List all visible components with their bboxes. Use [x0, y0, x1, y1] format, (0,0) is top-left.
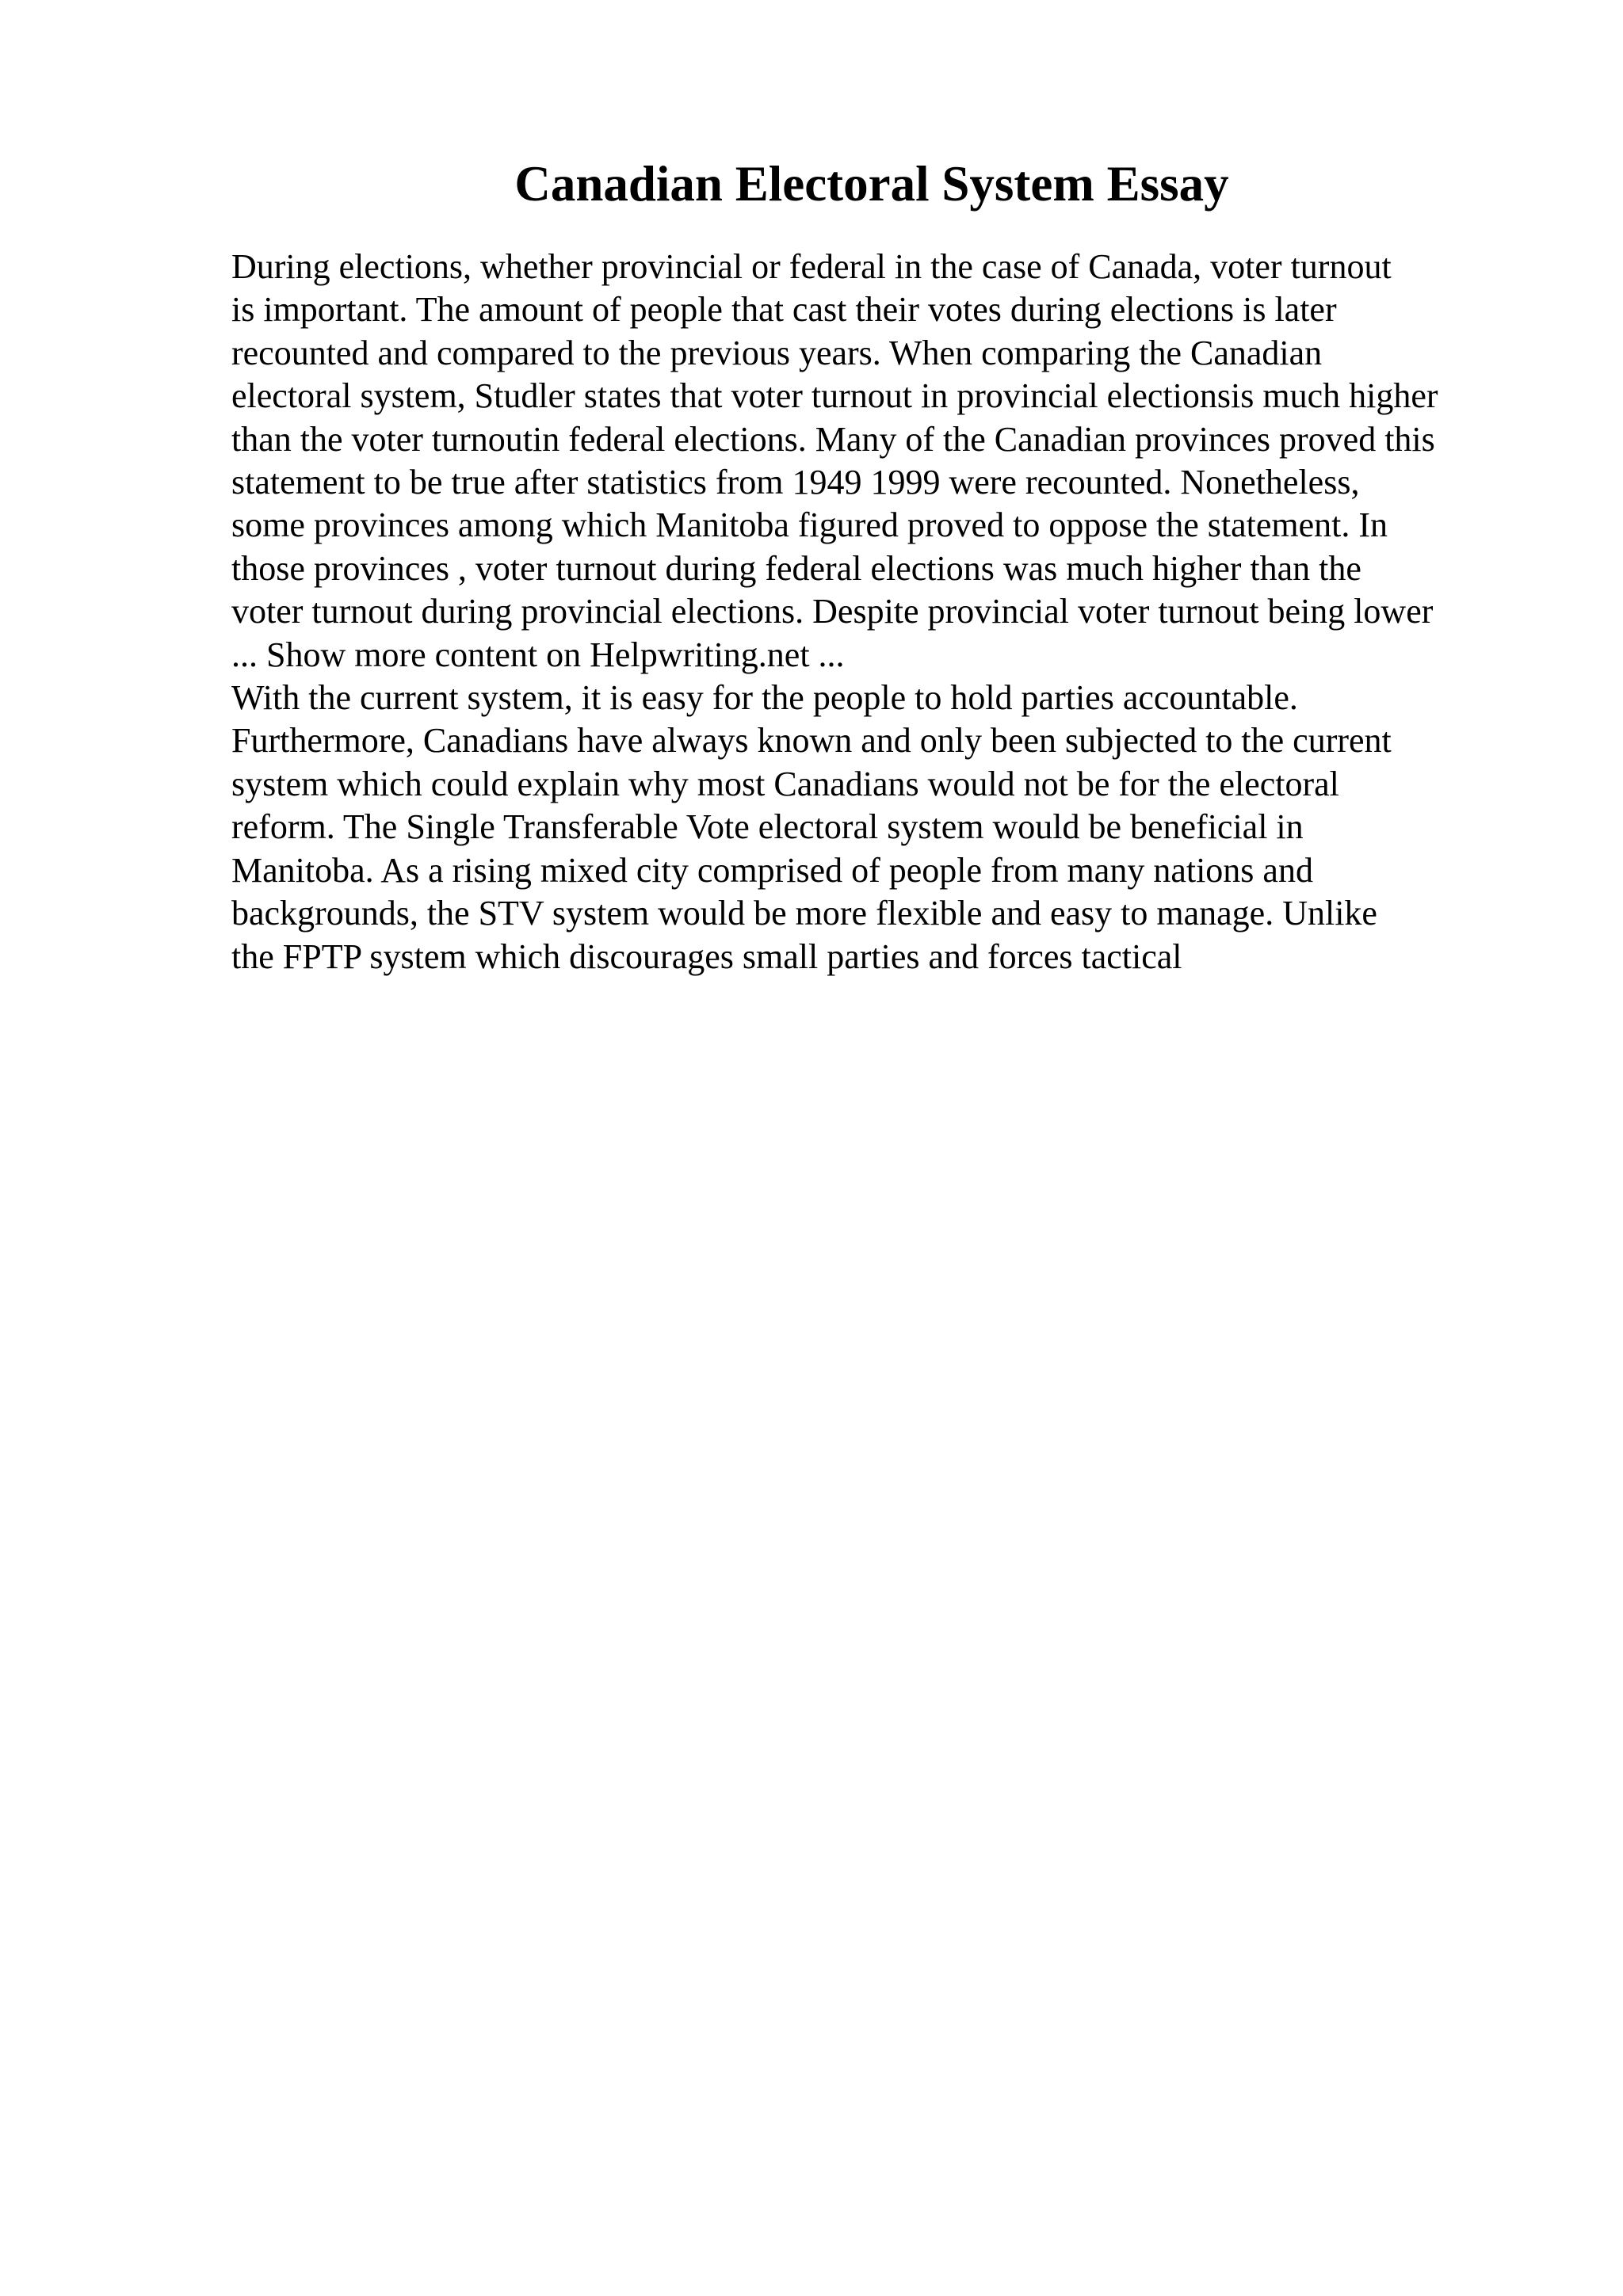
paragraph-1	[231, 246, 1579, 634]
text-line: backgrounds, the STV system would be more flexible and easy to manage. Unlike	[231, 894, 1377, 933]
text-line: voter turnout during provincial elections. Despite provincial voter turnout being lower	[231, 592, 1434, 631]
text-line: During elections, whether provincial or federal in the case of Canada, voter turnout	[231, 247, 1392, 286]
text-line: recounted and compared to the previous years. When comparing the Canadian	[231, 333, 1323, 372]
text-line: system which could explain why most Canadians would not be for the electoral	[231, 764, 1339, 803]
text-line: than the voter turnoutin federal elections. Many of the Canadian provinces proved this	[231, 419, 1435, 459]
text-line: statement to be true after statistics from 1949 1999 were recounted. Nonetheless,	[231, 463, 1360, 502]
text-line: Furthermore, Canadians have always known and only been subjected to the current	[231, 721, 1392, 761]
text-line: some provinces among which Manitoba figured proved to oppose the statement. In	[231, 505, 1388, 545]
show-more-link[interactable]: ... Show more content on Helpwriting.net ...	[231, 635, 845, 674]
text-line: is important. The amount of people that cast their votes during elections is later	[231, 290, 1337, 330]
essay-body	[231, 246, 1579, 978]
text-line: reform. The Single Transferable Vote electoral system would be beneficial in	[231, 807, 1304, 847]
text-line: the FPTP system which discourages small parties and forces tactical	[231, 936, 1182, 976]
text-line: electoral system, Studler states that voter turnout in provincial electionsis much higher	[231, 376, 1438, 416]
text-line: Manitoba. As a rising mixed city comprised of people from many nations and	[231, 850, 1313, 890]
text-line: those provinces , voter turnout during federal elections was much higher than the	[231, 548, 1361, 588]
page-title: Canadian Electoral System Essay	[514, 156, 1229, 212]
paragraph-2	[231, 677, 1579, 978]
text-line: With the current system, it is easy for the people to hold parties accountable.	[231, 678, 1298, 718]
